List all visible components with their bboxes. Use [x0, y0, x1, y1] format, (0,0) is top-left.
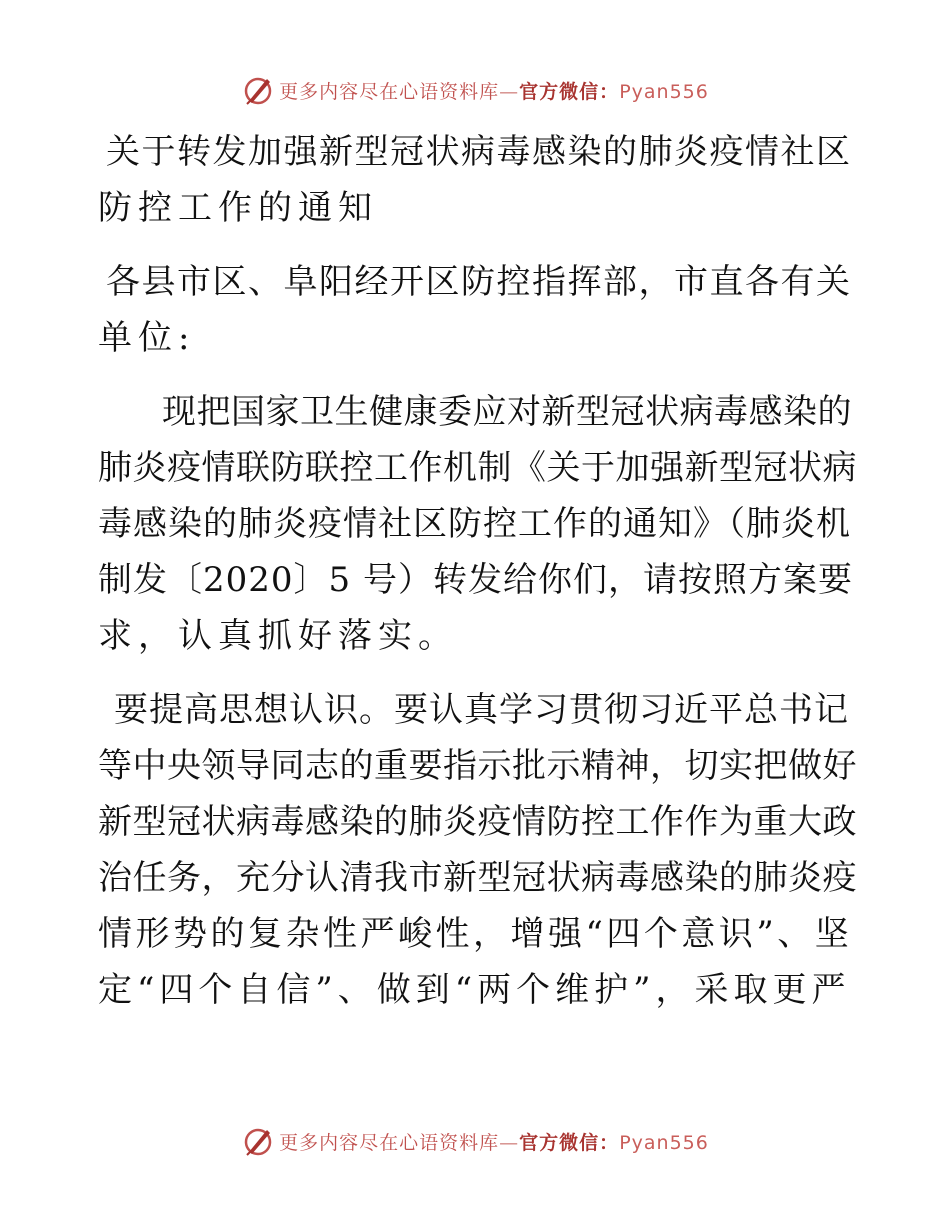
- footer-watermark-banner: [0, 1121, 950, 1161]
- title-line: 关于转发加强新型冠状病毒感染的肺炎疫情社区: [106, 132, 852, 172]
- paragraph-line: 肺炎疫情联防联控工作机制《关于加强新型冠状病: [98, 448, 857, 488]
- title-line: 防控工作的通知: [98, 188, 378, 228]
- paragraph-line: 要提高思想认识。要认真学习贯彻习近平总书记: [114, 690, 849, 730]
- quill-pen-logo-icon: [241, 73, 275, 107]
- quill-pen-logo-icon: [241, 1124, 275, 1158]
- paragraph-line: 现把国家卫生健康委应对新型冠状病毒感染的: [162, 392, 852, 432]
- salutation-line: 各县市区、阜阳经开区防控指挥部，市直各有关: [106, 262, 852, 302]
- paragraph-line: 求，认真抓好落实。: [98, 616, 458, 656]
- paragraph-line: 新型冠状病毒感染的肺炎疫情防控工作作为重大政: [98, 802, 857, 842]
- watermark-text: 更多内容尽在心语资料库—官方微信：Pyan556: [279, 80, 709, 103]
- paragraph-line: 等中央领导同志的重要指示批示精神，切实把做好: [98, 746, 857, 786]
- paragraph-line: 情形势的复杂性严峻性，增强“四个意识”、坚: [98, 914, 853, 954]
- paragraph-line: 治任务，充分认清我市新型冠状病毒感染的肺炎疫: [98, 858, 857, 898]
- paragraph-line: 定“四个自信”、做到“两个维护”，采取更严: [98, 970, 851, 1010]
- salutation-line: 单位:: [98, 318, 196, 358]
- header-watermark-banner: [0, 70, 950, 110]
- paragraph-line: 制发〔2020〕5 号）转发给你们，请按照方案要: [98, 560, 853, 600]
- paragraph-line: 毒感染的肺炎疫情社区防控工作的通知》（肺炎机: [98, 504, 851, 544]
- watermark-text: 更多内容尽在心语资料库—官方微信：Pyan556: [279, 1131, 709, 1154]
